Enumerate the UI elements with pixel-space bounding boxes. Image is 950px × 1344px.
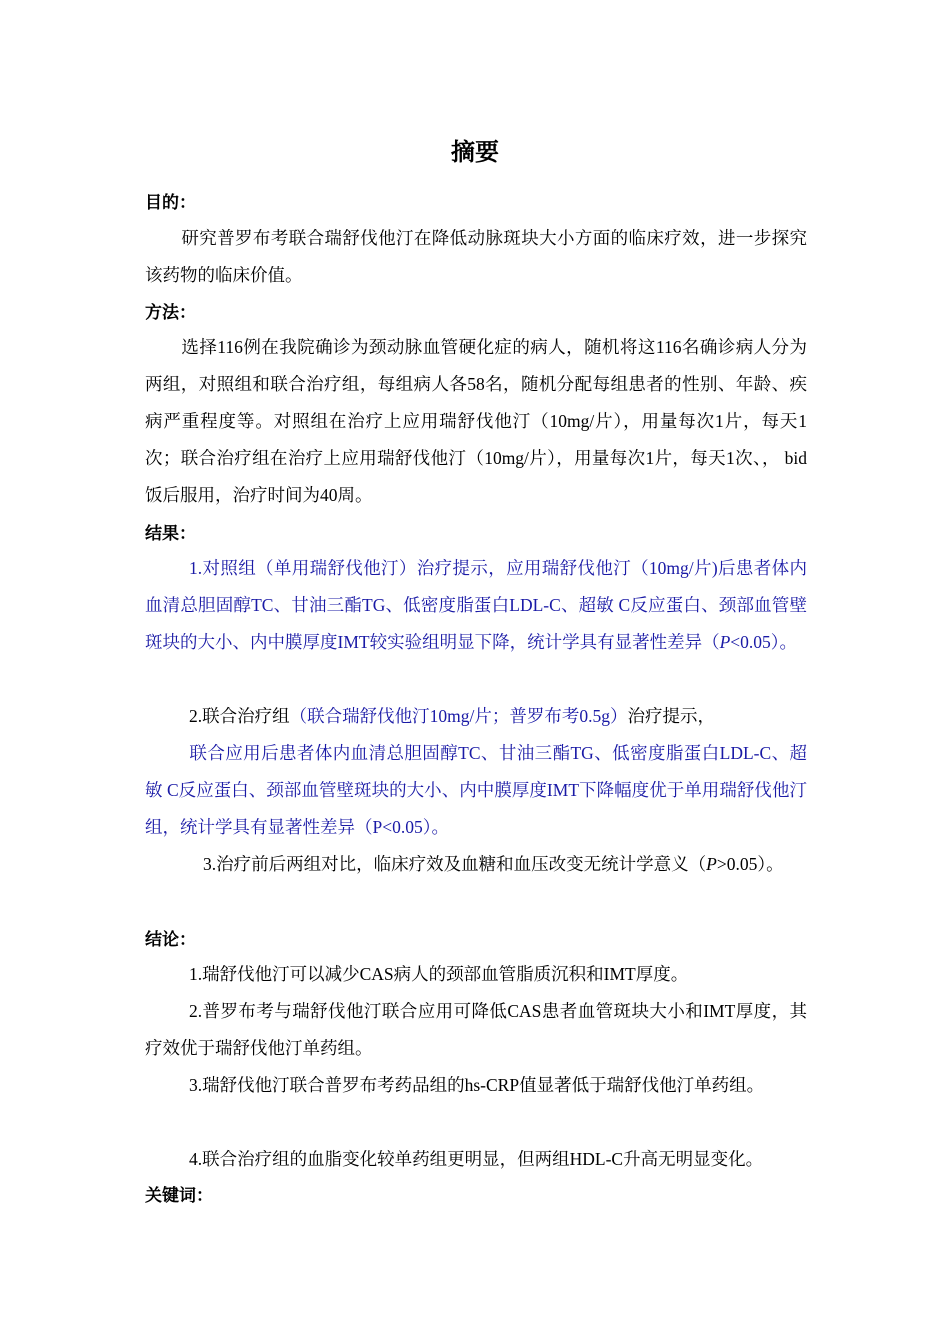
result-3-paragraph [145, 846, 807, 883]
result-1-p-value: <0.05）。 [730, 632, 798, 652]
conclusion-heading: 结论： [145, 930, 196, 950]
conclusion-4-text: 4.联合治疗组的血脂变化较单药组更明显，但两组HDL-C升高无明显变化。 [189, 1149, 764, 1169]
result-2-label: 2.联合治疗组 [189, 706, 290, 726]
keywords-heading: 关键词： [145, 1186, 213, 1206]
conclusion-2 [145, 993, 807, 1067]
method-paragraph [145, 329, 807, 514]
result-3-text: 3.治疗前后两组对比，临床疗效及血糖和血压改变无统计学意义（ [203, 854, 707, 874]
result-2-text: 联合应用后患者体内血清总胆固醇TC、甘油三酯TG、低密度脂蛋白LDL-C、超敏 C反应蛋白、颈部血管壁斑块的大小、内中膜厚度IMT下降幅度优于单用瑞舒伐他汀组，统计学具有显著性差异（P<0.05）。 [145, 743, 807, 837]
purpose-paragraph [145, 220, 807, 294]
conclusion-1-text: 1.瑞舒伐他汀可以减少CAS病人的颈部血管脂质沉积和IMT厚度。 [189, 964, 689, 984]
result-2-paragraph [145, 698, 807, 735]
method-heading: 方法： [145, 303, 196, 323]
result-3-p-symbol: P [706, 854, 717, 874]
results-heading: 结果： [145, 524, 196, 544]
conclusion-2-text: 2.普罗布考与瑞舒伐他汀联合应用可降低CAS患者血管斑块大小和IMT厚度，其疗效优于瑞舒伐他汀单药组。 [145, 1001, 807, 1058]
result-1-text: 1.对照组（单用瑞舒伐他汀）治疗提示，应用瑞舒伐他汀（10mg/片)后患者体内血清总胆固醇TC、甘油三酯TG、低密度脂蛋白LDL-C、超敏 C反应蛋白、颈部血管壁斑块的大小、内中膜厚度IMT较实验组明显下降，统计学具有显著性差异（ [145, 558, 807, 652]
conclusion-3-text: 3.瑞舒伐他汀联合普罗布考药品组的hs-CRP值显著低于瑞舒伐他汀单药组。 [189, 1075, 765, 1095]
result-2-continuation [145, 735, 807, 846]
result-1-p-symbol: P [719, 632, 731, 652]
purpose-heading: 目的： [145, 193, 196, 213]
result-2-regimen: （联合瑞舒伐他汀10mg/片；普罗布考0.5g） [289, 706, 628, 726]
result-1-paragraph [145, 550, 807, 661]
conclusion-3 [145, 1067, 807, 1104]
purpose-text: 研究普罗布考联合瑞舒伐他汀在降低动脉斑块大小方面的临床疗效，进一步探究该药物的临床价值。 [145, 228, 807, 285]
page-title: 摘要 [451, 138, 499, 166]
result-2-suffix: 治疗提示， [627, 706, 715, 726]
method-text: 选择116例在我院确诊为颈动脉血管硬化症的病人，随机将这116名确诊病人分为两组，对照组和联合治疗组，每组病人各58名，随机分配每组患者的性别、年龄、疾病严重程度等。对照组在治疗上应用瑞舒伐他汀（10mg/片），用量每次1片，每天1次；联合治疗组在治疗上应用瑞舒伐他汀（10mg/片），用量每次1片，每天1次、， bid饭后服用，治疗时间为40周。 [145, 337, 807, 505]
conclusion-1 [145, 956, 807, 993]
conclusion-4 [145, 1141, 807, 1178]
result-3-p-value: >0.05）。 [716, 854, 784, 874]
